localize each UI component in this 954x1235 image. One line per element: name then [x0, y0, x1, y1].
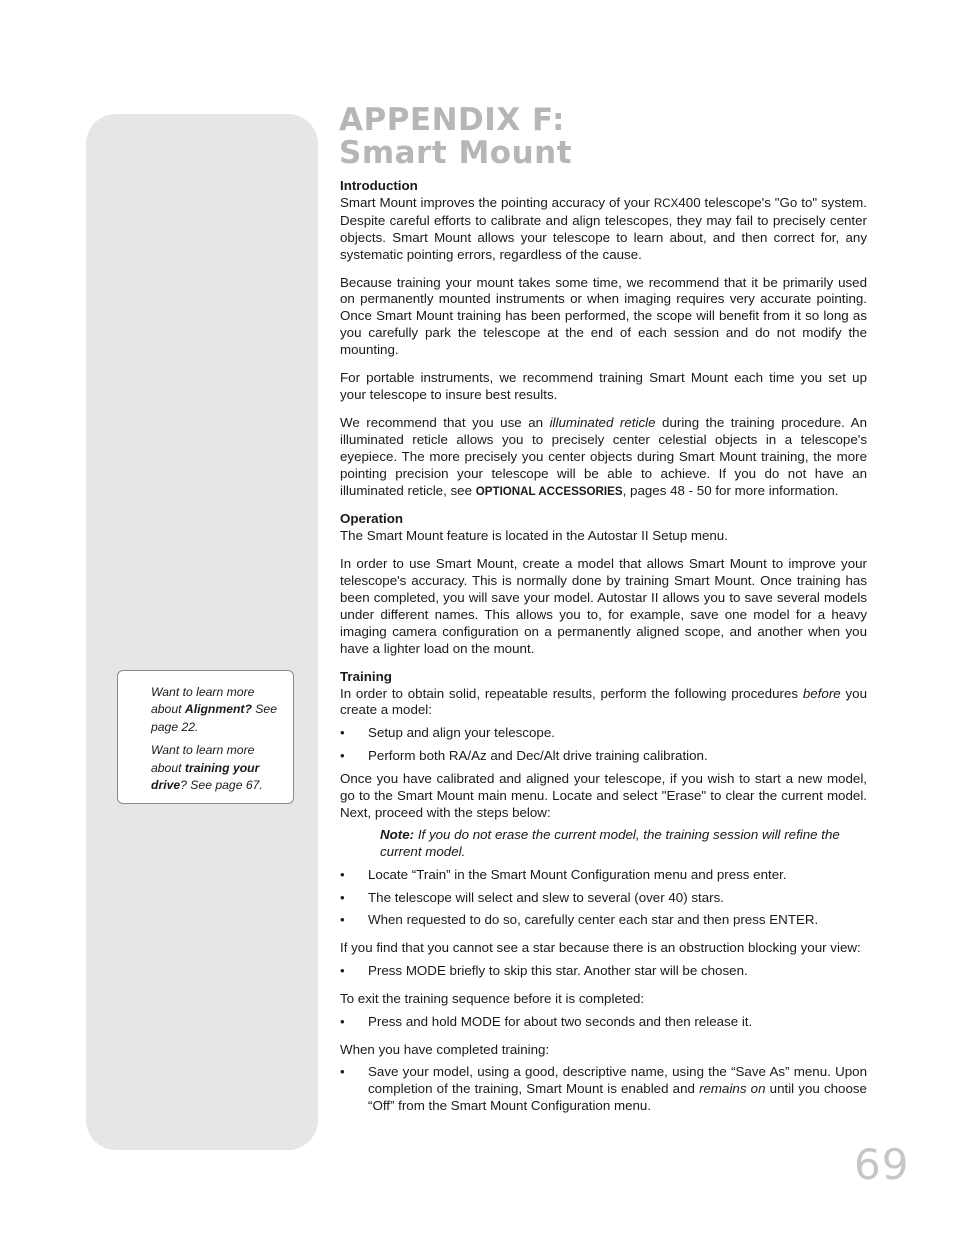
training-list-5 [340, 1064, 867, 1115]
training-list-2 [340, 867, 867, 929]
page-number: 69 [854, 1140, 910, 1189]
training-paragraph-1: In order to obtain solid, repeatable results, perform the following procedures before you create a model: [340, 685, 867, 718]
training-list-4 [340, 1014, 867, 1031]
sidebar-panel [86, 114, 318, 1150]
intro-paragraph-3: For portable instruments, we recommend training Smart Mount each time you set up your telescope to insure best results. [340, 370, 867, 402]
list-item: • Press and hold MODE for about two seconds and then release it. [340, 1014, 867, 1031]
title-line-1: APPENDIX F: [339, 102, 565, 138]
training-note: Note: If you do not erase the current model, the training session will refine the current model. [380, 827, 840, 860]
list-item: • Setup and align your telescope. [340, 725, 867, 742]
list-item: • The telescope will select and slew to several (over 40) stars. [340, 890, 867, 907]
title-line-2: Smart Mount [339, 135, 573, 171]
list-item: • Save your model, using a good, descriptive name, using the “Save As” menu. Upon completion of the training, Smart Mount is enabled and remains on until you choose “Off” from the Smart Mount Configuration menu. [340, 1064, 867, 1115]
page-title [339, 104, 859, 170]
operation-paragraph-1: The Smart Mount feature is located in the Autostar II Setup menu. [340, 528, 728, 544]
intro-heading: Introduction [340, 178, 418, 193]
sidebar-callout [117, 670, 294, 804]
callout-alignment: Want to learn more about Alignment? See page 22. [151, 685, 277, 734]
list-item: • When requested to do so, carefully center each star and then press ENTER. [340, 912, 867, 929]
callout-training: Want to learn more about training your drive? See page 67. [151, 743, 263, 793]
training-paragraph-3: If you find that you cannot see a star because there is an obstruction blocking your view: [340, 939, 861, 955]
training-paragraph-5: When you have completed training: [340, 1041, 550, 1057]
training-paragraph-4: To exit the training sequence before it is completed: [340, 990, 645, 1006]
operation-paragraph-2: In order to use Smart Mount, create a model that allows Smart Mount to improve your telescope's accuracy. This is normally done by training Smart Mount. Once training has been completed, you will save your model. Autostar II allows you to save several models under different names. This allows you to, for example, save one model for a heavy imaging camera configuration on a permanently aligned scope, and another when you have a lighter load on the mount. [340, 556, 867, 656]
list-item: • Perform both RA/Az and Dec/Alt drive training calibration. [340, 748, 867, 765]
training-paragraph-2: Once you have calibrated and aligned your telescope, if you wish to start a new model, go to the Smart Mount main menu. Locate and select "Erase" to clear the current model. Next, proceed with the steps below: [340, 770, 867, 820]
intro-paragraph-1: Smart Mount improves the pointing accuracy of your RCX400 telescope's "Go to" system. Despite careful efforts to calibrate and align telescopes, they may fail to precisely center objects. Smart Mount allows your telescope to learn about, and then correct for, any systematic pointing errors, regardless of the cause. [340, 194, 867, 262]
list-item: • Press MODE briefly to skip this star. Another star will be chosen. [340, 963, 867, 980]
main-content [340, 178, 867, 1121]
intro-paragraph-4: We recommend that you use an illuminated reticle during the training procedure. An illuminated reticle allows you to precisely center celestial objects in a telescope's eyepiece. The more precisely you center objects during Smart Mount training, the more pointing precision your telescope will be able to achieve. If you do not have an illuminated reticle, see OPTIONAL ACCESSORIES, pages 48 - 50 for more information. [340, 414, 867, 498]
operation-heading: Operation [340, 511, 404, 527]
training-heading: Training [340, 668, 392, 684]
training-list-1 [340, 725, 867, 764]
training-list-3 [340, 963, 867, 980]
list-item: • Locate “Train” in the Smart Mount Configuration menu and press enter. [340, 867, 867, 884]
intro-paragraph-2: Because training your mount takes some time, we recommend that it be primarily used on permanently mounted instruments or when imaging requires very accurate pointing. Once Smart Mount training has been performed, the scope will benefit from it so long as you carefully park the telescope at the end of each session and do not modify the mounting. [340, 274, 867, 358]
